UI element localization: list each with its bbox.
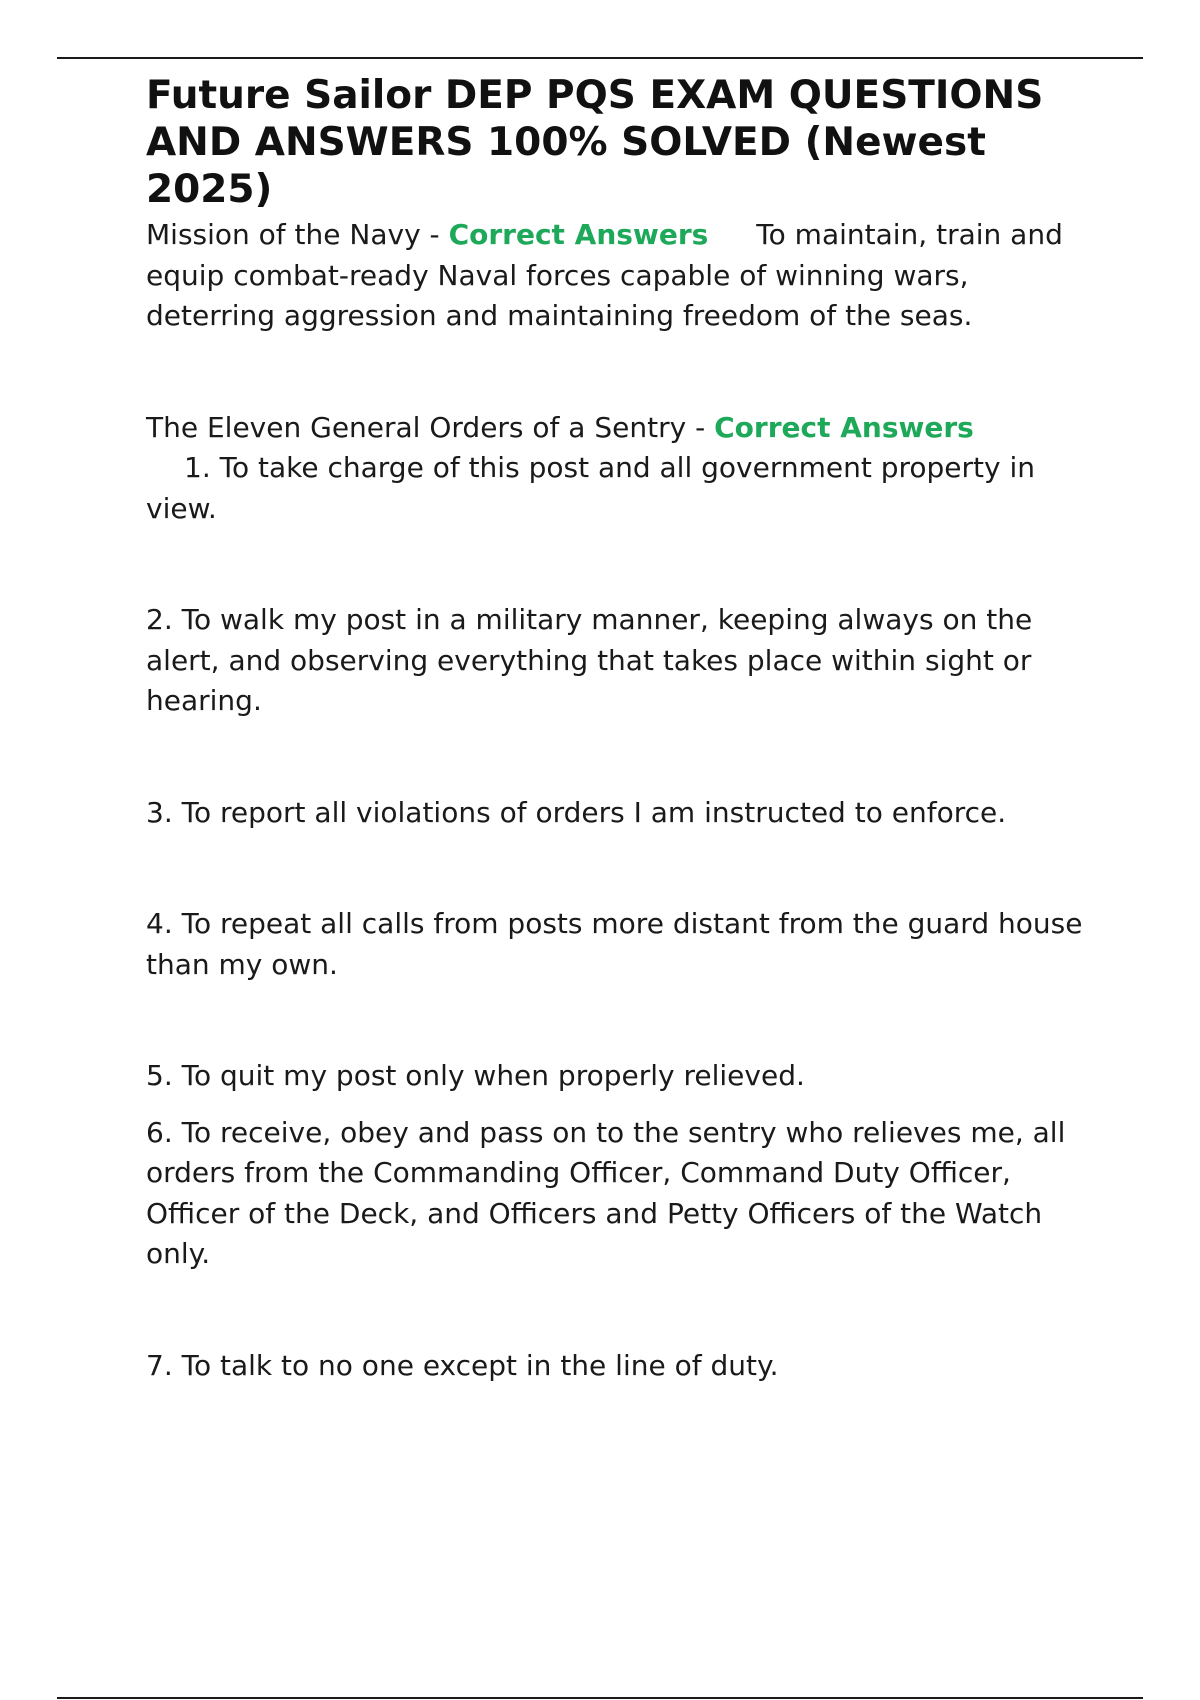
question-line — [146, 408, 1086, 449]
general-order-6: 6. To receive, obey and pass on to the sentry who relieves me, all orders from the Commanding Officer, Command Duty Officer, Officer of the Deck, and Officers and Petty Officers of the Watch only. — [146, 1115, 1066, 1270]
general-order-7: 7. To talk to no one except in the line of duty. — [146, 1348, 779, 1382]
general-order-5: 5. To quit my post only when properly relieved. — [146, 1059, 805, 1092]
question-text: The Eleven General Orders of a Sentry - — [146, 410, 715, 444]
document-body — [146, 72, 1086, 1386]
general-order-2: 2. To walk my post in a military manner, keeping always on the alert, and observing everything that takes place within sight or hearing. — [146, 603, 1033, 717]
bottom-rule — [57, 1697, 1143, 1699]
qa-mission-of-navy — [146, 215, 1086, 337]
general-order-3: 3. To report all violations of orders I am instructed to enforce. — [146, 795, 1007, 829]
answer-text: To maintain, train and equip combat-ready Naval forces capable of winning wars, deterring aggression and maintaining freedom of the seas. — [146, 218, 1063, 332]
correct-answers-label: Correct Answers — [714, 410, 974, 444]
qa-general-orders — [146, 408, 1086, 1387]
correct-answers-label: Correct Answers — [448, 218, 709, 251]
document-title: Future Sailor DEP PQS EXAM QUESTIONS AND ANSWERS 100% SOLVED (Newest 2025) — [146, 73, 1044, 212]
question-text: Mission of the Navy - — [146, 218, 449, 251]
top-rule — [57, 57, 1143, 59]
general-order-1: 1. To take charge of this post and all government property in view. — [146, 451, 1036, 525]
general-order-4: 4. To repeat all calls from posts more distant from the guard house than my own. — [146, 907, 1083, 981]
